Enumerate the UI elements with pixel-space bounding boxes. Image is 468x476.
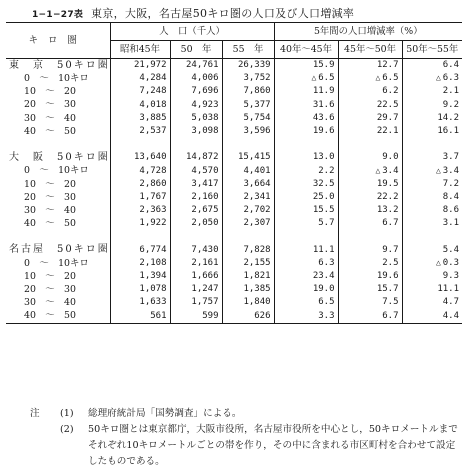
cell-value: 2,702 [243, 205, 271, 216]
population-cell [170, 257, 222, 270]
population-cell [222, 191, 274, 204]
population-cell [170, 59, 222, 73]
population-cell [222, 244, 274, 257]
table-number: 1−1−27表 [32, 10, 84, 20]
population-cell [170, 204, 222, 217]
area-label: 東 京 50キロ圏 [9, 59, 110, 71]
table-row [6, 112, 462, 125]
population-cell [110, 59, 170, 73]
table-row-total [6, 151, 462, 164]
rate-cell [338, 191, 402, 204]
rate-cell [274, 296, 338, 309]
cell-value: 3,752 [243, 73, 271, 84]
notes [30, 406, 460, 470]
rate-cell [338, 165, 402, 178]
table-row [6, 165, 462, 178]
cell-value: 13.0 [312, 152, 335, 163]
rate-cell [402, 283, 462, 296]
population-cell [170, 99, 222, 112]
negative-marker: △ [435, 257, 441, 267]
cell-value: 14,872 [185, 152, 219, 163]
note-text: 50キロ圏とは東京都庁，大阪市役所，名古屋市役所を中心とし，50キロメートルまでそれぞれ10キロメートルごとの帯を作り，その中に含まれる市区町村を合わせて設定したものである。 [88, 424, 458, 467]
note-text: 総理府統計局「国勢調査」による。 [88, 408, 242, 419]
rate-cell [274, 244, 338, 257]
cell-value: 5,038 [191, 112, 219, 123]
cell-value: 9.3 [442, 271, 460, 282]
cell-value: 2.5 [382, 257, 399, 268]
cell-value: 3,596 [243, 126, 271, 137]
population-cell [222, 165, 274, 178]
zone-label: 40 〜 50 [6, 310, 110, 324]
cell-value: 15,415 [238, 152, 271, 163]
zone-label: 30 〜 40 [24, 204, 76, 216]
rate-cell [274, 125, 338, 138]
population-cell [222, 72, 274, 85]
zone-label: 30 〜 40 [24, 112, 76, 124]
population-cell [170, 244, 222, 257]
population-cell [170, 296, 222, 309]
table-row-total [6, 59, 462, 73]
rate-cell [402, 270, 462, 283]
cell-value: 1,078 [139, 284, 167, 295]
zone-label: 0 〜 10キロ [24, 73, 89, 85]
population-cell [110, 85, 170, 98]
rate-cell [402, 191, 462, 204]
cell-value: 3.7 [442, 152, 460, 163]
header-period: 40年〜45年 [274, 41, 338, 59]
cell-value: 16.1 [437, 126, 460, 137]
cell-value: 6.3 [318, 257, 335, 268]
cell-value: 19.5 [376, 178, 399, 189]
population-cell [110, 99, 170, 112]
cell-value: 19.0 [312, 284, 335, 295]
rate-cell [338, 244, 402, 257]
population-cell [110, 257, 170, 270]
zone-label: 10 〜 20 [24, 86, 76, 98]
cell-value: 4,728 [139, 165, 167, 176]
cell-value: 6.5 [318, 297, 335, 308]
zone-label: 30 〜 40 [24, 297, 76, 309]
table-caption: 東京，大阪，名古屋50キロ圏の人口及び人口増減率 [91, 7, 355, 20]
cell-value: 1,666 [191, 271, 219, 282]
cell-value: 4,284 [139, 73, 167, 84]
population-cell [110, 204, 170, 217]
cell-value: 29.7 [376, 112, 399, 123]
rate-cell [274, 72, 338, 85]
cell-value: 6.2 [382, 86, 399, 97]
population-cell [170, 125, 222, 138]
rate-cell [274, 217, 338, 230]
rate-cell [402, 85, 462, 98]
header-year: 50 年 [170, 41, 222, 59]
rate-cell [402, 257, 462, 270]
cell-value: 3,885 [139, 112, 167, 123]
cell-value: 3,098 [191, 126, 219, 137]
table-row [6, 99, 462, 112]
note-number: (2) [60, 424, 74, 435]
cell-value: 2.1 [442, 86, 460, 97]
rate-cell [402, 112, 462, 125]
cell-value: 8.4 [442, 191, 460, 202]
rate-cell [338, 112, 402, 125]
rate-cell [274, 283, 338, 296]
rate-cell [338, 296, 402, 309]
rate-cell [274, 151, 338, 164]
header-year: 昭和45年 [110, 41, 170, 59]
cell-value: 4,006 [191, 73, 219, 84]
cell-value: 0.3 [442, 257, 460, 268]
cell-value: 11.9 [312, 86, 335, 97]
negative-marker: △ [311, 73, 317, 83]
cell-value: 5,754 [243, 112, 271, 123]
cell-value: 2,050 [191, 218, 219, 229]
rate-cell [402, 99, 462, 112]
rate-cell [274, 270, 338, 283]
cell-value: 2,161 [191, 257, 219, 268]
cell-value: 6.3 [442, 73, 460, 84]
rate-cell [274, 204, 338, 217]
cell-value: 2.2 [318, 165, 335, 176]
cell-value: 7,430 [191, 244, 219, 255]
table-row [6, 85, 462, 98]
population-cell [222, 112, 274, 125]
population-cell [170, 112, 222, 125]
cell-value: 599 [202, 310, 219, 321]
notes-label: 注 [30, 408, 40, 419]
cell-value: 25.0 [312, 191, 335, 202]
population-cell [222, 85, 274, 98]
cell-value: 43.6 [312, 112, 335, 123]
note-number: (1) [60, 408, 74, 419]
population-cell [110, 217, 170, 230]
cell-value: 6.7 [382, 310, 399, 321]
rate-cell [274, 310, 338, 324]
table-row-total [6, 244, 462, 257]
cell-value: 15.7 [376, 284, 399, 295]
rate-cell [402, 244, 462, 257]
note-item [30, 422, 460, 470]
population-cell [110, 72, 170, 85]
table-row [6, 72, 462, 85]
cell-value: 15.5 [312, 205, 335, 216]
rate-cell [338, 59, 402, 73]
population-cell [222, 296, 274, 309]
population-cell [170, 283, 222, 296]
zone-label: 40 〜 50 [24, 125, 76, 137]
population-cell [170, 270, 222, 283]
rate-cell [402, 125, 462, 138]
cell-value: 21,972 [133, 60, 167, 71]
negative-marker: △ [435, 73, 441, 83]
population-cell [170, 217, 222, 230]
cell-value: 1,767 [139, 191, 167, 202]
rate-cell [274, 257, 338, 270]
header-year: 55 年 [222, 41, 274, 59]
population-cell [222, 310, 274, 324]
cell-value: 32.5 [312, 178, 335, 189]
cell-value: 1,247 [191, 284, 219, 295]
cell-value: 9.0 [382, 152, 399, 163]
rate-cell [338, 257, 402, 270]
rate-cell [274, 112, 338, 125]
population-cell [110, 125, 170, 138]
population-cell [170, 151, 222, 164]
population-cell [222, 99, 274, 112]
cell-value: 2,675 [191, 205, 219, 216]
population-cell [222, 151, 274, 164]
rate-cell [402, 151, 462, 164]
cell-value: 1,840 [243, 297, 271, 308]
rate-cell [338, 270, 402, 283]
cell-value: 7,248 [139, 86, 167, 97]
population-cell [222, 178, 274, 191]
cell-value: 3,664 [243, 178, 271, 189]
negative-marker: △ [435, 165, 441, 175]
population-table [6, 22, 462, 324]
population-cell [110, 191, 170, 204]
cell-value: 561 [150, 310, 167, 321]
population-cell [222, 59, 274, 73]
rate-cell [338, 125, 402, 138]
population-cell [110, 283, 170, 296]
rate-cell [338, 310, 402, 324]
population-cell [222, 125, 274, 138]
cell-value: 1,394 [139, 271, 167, 282]
negative-marker: △ [375, 165, 381, 175]
rate-cell [402, 72, 462, 85]
population-cell [222, 217, 274, 230]
rate-cell [338, 72, 402, 85]
cell-value: 1,821 [243, 271, 271, 282]
cell-value: 15.9 [312, 60, 335, 71]
rate-cell [338, 99, 402, 112]
cell-value: 2,363 [139, 205, 167, 216]
population-cell [110, 165, 170, 178]
cell-value: 3,417 [191, 178, 219, 189]
rate-cell [274, 191, 338, 204]
cell-value: 22.5 [376, 99, 399, 110]
cell-value: 2,860 [139, 178, 167, 189]
cell-value: 626 [254, 310, 271, 321]
population-cell [110, 310, 170, 324]
rate-cell [338, 178, 402, 191]
header-period: 45年〜50年 [338, 41, 402, 59]
cell-value: 2,108 [139, 257, 167, 268]
rate-cell [402, 178, 462, 191]
rate-cell [338, 204, 402, 217]
rate-cell [338, 283, 402, 296]
cell-value: 23.4 [312, 271, 335, 282]
cell-value: 7.2 [442, 178, 460, 189]
rate-cell [402, 296, 462, 309]
cell-value: 6.5 [318, 73, 335, 84]
table-row [6, 257, 462, 270]
cell-value: 1,385 [243, 284, 271, 295]
rate-cell [274, 85, 338, 98]
cell-value: 3.3 [318, 310, 335, 321]
cell-value: 4.4 [442, 310, 460, 321]
zone-label: 20 〜 30 [24, 284, 76, 296]
rate-cell [402, 59, 462, 73]
header-rate: 5年間の人口増減率（%） [274, 23, 462, 41]
population-cell [222, 204, 274, 217]
cell-value: 4,018 [139, 99, 167, 110]
rate-cell [274, 99, 338, 112]
cell-value: 4.7 [442, 297, 460, 308]
table-row [6, 178, 462, 191]
header-population: 人 口（千人） [110, 23, 274, 41]
table-title [32, 5, 354, 21]
zone-label: 20 〜 30 [24, 191, 76, 203]
rate-cell [402, 217, 462, 230]
cell-value: 2,160 [191, 191, 219, 202]
table-row [6, 296, 462, 309]
zone-label: 10 〜 20 [24, 270, 76, 282]
population-cell [170, 165, 222, 178]
cell-value: 5.7 [318, 218, 335, 229]
cell-value: 2,155 [243, 257, 271, 268]
cell-value: 7.5 [382, 297, 399, 308]
cell-value: 2,537 [139, 126, 167, 137]
population-cell [110, 270, 170, 283]
area-label: 大 阪 50キロ圏 [9, 151, 110, 163]
zone-label: 0 〜 10キロ [24, 257, 89, 269]
area-label: 名古屋 50キロ圏 [9, 244, 110, 256]
cell-value: 4,570 [191, 165, 219, 176]
cell-value: 1,922 [139, 218, 167, 229]
cell-value: 6.4 [442, 60, 460, 71]
cell-value: 26,339 [238, 60, 271, 71]
rate-cell [402, 310, 462, 324]
population-cell [222, 283, 274, 296]
population-cell [170, 85, 222, 98]
cell-value: 4,401 [243, 165, 271, 176]
cell-value: 24,761 [185, 60, 219, 71]
cell-value: 11.1 [437, 284, 460, 295]
table-row [6, 217, 462, 230]
cell-value: 19.6 [312, 126, 335, 137]
cell-value: 9.2 [442, 99, 460, 110]
cell-value: 4,923 [191, 99, 219, 110]
note-item [30, 406, 460, 422]
zone-label: 40 〜 50 [24, 218, 76, 230]
cell-value: 6.7 [382, 218, 399, 229]
cell-value: 19.6 [376, 271, 399, 282]
rate-cell [338, 151, 402, 164]
zone-label: 10 〜 20 [24, 178, 76, 190]
negative-marker: △ [375, 73, 381, 83]
cell-value: 9.7 [382, 244, 399, 255]
table-row [6, 204, 462, 217]
zone-label: 0 〜 10キロ [24, 165, 89, 177]
population-cell [110, 151, 170, 164]
cell-value: 12.7 [376, 60, 399, 71]
cell-value: 6,774 [139, 244, 167, 255]
cell-value: 5.4 [442, 244, 460, 255]
cell-value: 7,828 [243, 244, 271, 255]
population-cell [110, 296, 170, 309]
rate-cell [274, 59, 338, 73]
cell-value: 22.2 [376, 191, 399, 202]
cell-value: 11.1 [312, 244, 335, 255]
rate-cell [338, 85, 402, 98]
table-row [6, 283, 462, 296]
cell-value: 3.4 [442, 165, 460, 176]
cell-value: 7,860 [243, 86, 271, 97]
table-row [6, 191, 462, 204]
cell-value: 6.5 [382, 73, 399, 84]
cell-value: 8.6 [442, 205, 460, 216]
cell-value: 1,633 [139, 297, 167, 308]
cell-value: 31.6 [312, 99, 335, 110]
rate-cell [274, 178, 338, 191]
cell-value: 5,377 [243, 99, 271, 110]
group-spacer [6, 230, 462, 243]
population-cell [222, 270, 274, 283]
cell-value: 2,341 [243, 191, 271, 202]
population-cell [170, 310, 222, 324]
header-area: キロ圏 [6, 23, 110, 59]
cell-value: 13,640 [133, 152, 167, 163]
population-cell [170, 72, 222, 85]
population-cell [170, 191, 222, 204]
table-row [6, 310, 462, 324]
rate-cell [402, 165, 462, 178]
cell-value: 7,696 [191, 86, 219, 97]
group-spacer [6, 138, 462, 151]
table-row [6, 125, 462, 138]
cell-value: 22.1 [376, 126, 399, 137]
population-cell [110, 112, 170, 125]
cell-value: 3.4 [382, 165, 399, 176]
cell-value: 14.2 [437, 112, 460, 123]
rate-cell [402, 204, 462, 217]
population-cell [110, 244, 170, 257]
zone-label: 20 〜 30 [24, 99, 76, 111]
population-cell [222, 257, 274, 270]
table-body [6, 59, 462, 324]
cell-value: 13.2 [376, 205, 399, 216]
header-period: 50年〜55年 [402, 41, 462, 59]
rate-cell [274, 165, 338, 178]
cell-value: 3.1 [442, 218, 460, 229]
population-cell [110, 178, 170, 191]
population-cell [170, 178, 222, 191]
rate-cell [338, 217, 402, 230]
cell-value: 2,307 [243, 218, 271, 229]
cell-value: 1,757 [191, 297, 219, 308]
table-row [6, 270, 462, 283]
